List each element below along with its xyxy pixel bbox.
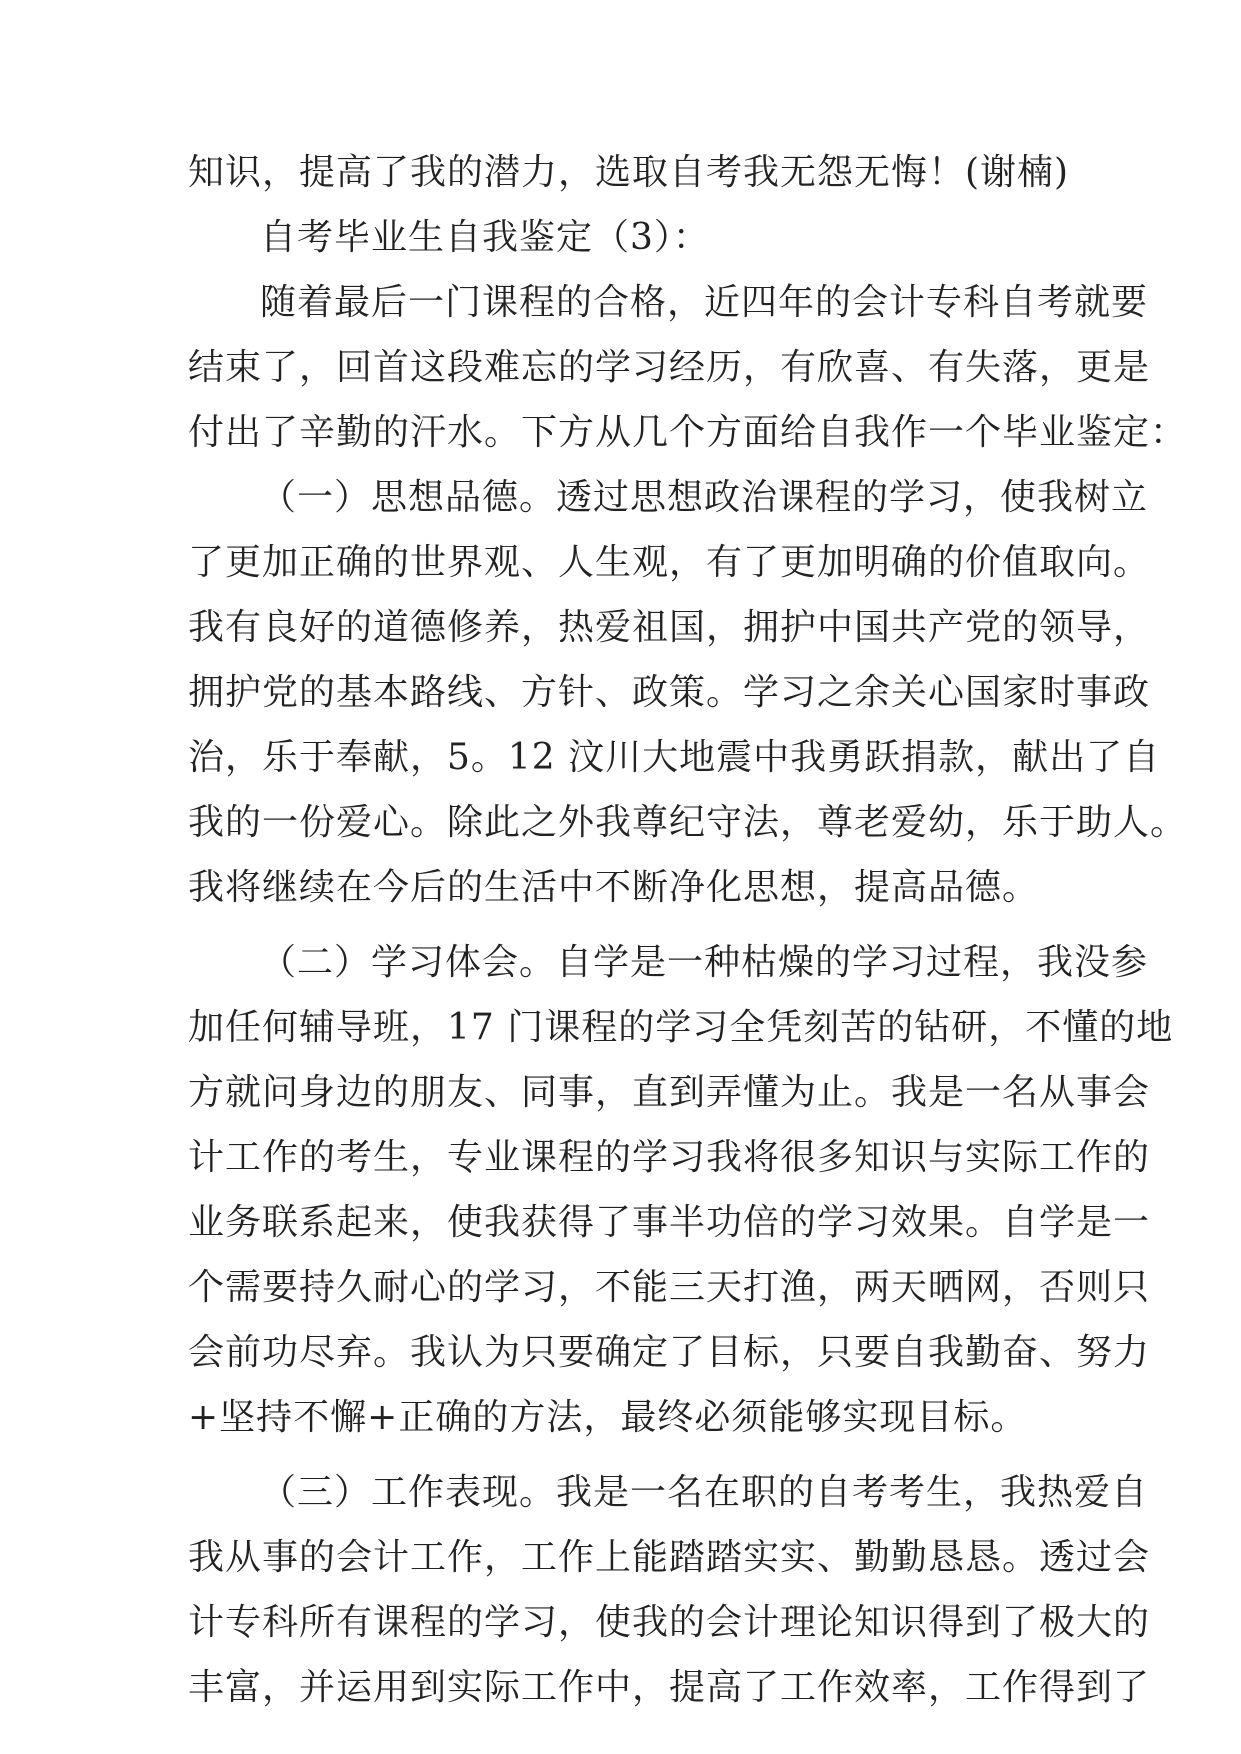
paragraph-line: 计工作的考生，专业课程的学习我将很多知识与实际工作的 xyxy=(188,1137,1151,1178)
paragraph-line: 个需要持久耐心的学习，不能三天打渔，两天晒网，否则只 xyxy=(188,1267,1151,1308)
paragraph-line: 我有良好的道德修养，热爱祖国，拥护中国共产党的领导， xyxy=(188,607,1151,648)
paragraph-line: （三）工作表现。我是一名在职的自考考生，我热爱自 xyxy=(260,1472,1149,1513)
paragraph-line: 丰富，并运用到实际工作中，提高了工作效率，工作得到了 xyxy=(188,1667,1151,1708)
section-heading: 自考毕业生自我鉴定（3）： xyxy=(260,217,710,258)
paragraph-line: （一）思想品德。透过思想政治课程的学习，使我树立 xyxy=(260,477,1149,518)
paragraph-line: 随着最后一门课程的合格，近四年的会计专科自考就要 xyxy=(260,282,1149,323)
paragraph-line: 结束了，回首这段难忘的学习经历，有欣喜、有失落，更是 xyxy=(188,347,1151,388)
paragraph-line: 付出了辛勤的汗水。下方从几个方面给自我作一个毕业鉴定： xyxy=(188,412,1188,453)
paragraph-line: 知识，提高了我的潜力，选取自考我无怨无悔！(谢楠) xyxy=(188,152,1070,193)
paragraph-line: 了更加正确的世界观、人生观，有了更加明确的价值取向。 xyxy=(188,542,1151,583)
paragraph-line: 我从事的会计工作，工作上能踏踏实实、勤勤恳恳。透过会 xyxy=(188,1537,1151,1578)
paragraph-line: 我将继续在今后的生活中不断净化思想，提高品德。 xyxy=(188,867,1040,908)
paragraph-line: （二）学习体会。自学是一种枯燥的学习过程，我没参 xyxy=(260,942,1149,983)
paragraph-line: 会前功尽弃。我认为只要确定了目标，只要自我勤奋、努力 xyxy=(188,1332,1151,1373)
paragraph-line: 治，乐于奉献，5。12 汶川大地震中我勇跃捐款，献出了自 xyxy=(188,737,1161,778)
paragraph-line: 计专科所有课程的学习，使我的会计理论知识得到了极大的 xyxy=(188,1602,1151,1643)
paragraph-line: 拥护党的基本路线、方针、政策。学习之余关心国家时事政 xyxy=(188,672,1151,713)
paragraph-line: 业务联系起来，使我获得了事半功倍的学习效果。自学是一 xyxy=(188,1202,1151,1243)
paragraph-line: 加任何辅导班，17 门课程的学习全凭刻苦的钻研，不懂的地 xyxy=(188,1007,1174,1048)
paragraph-line: +坚持不懈+正确的方法，最终必须能够实现目标。 xyxy=(188,1397,1028,1438)
paragraph-line: 方就问身边的朋友、同事，直到弄懂为止。我是一名从事会 xyxy=(188,1072,1151,1113)
paragraph-line: 我的一份爱心。除此之外我尊纪守法，尊老爱幼，乐于助人。 xyxy=(188,802,1188,843)
